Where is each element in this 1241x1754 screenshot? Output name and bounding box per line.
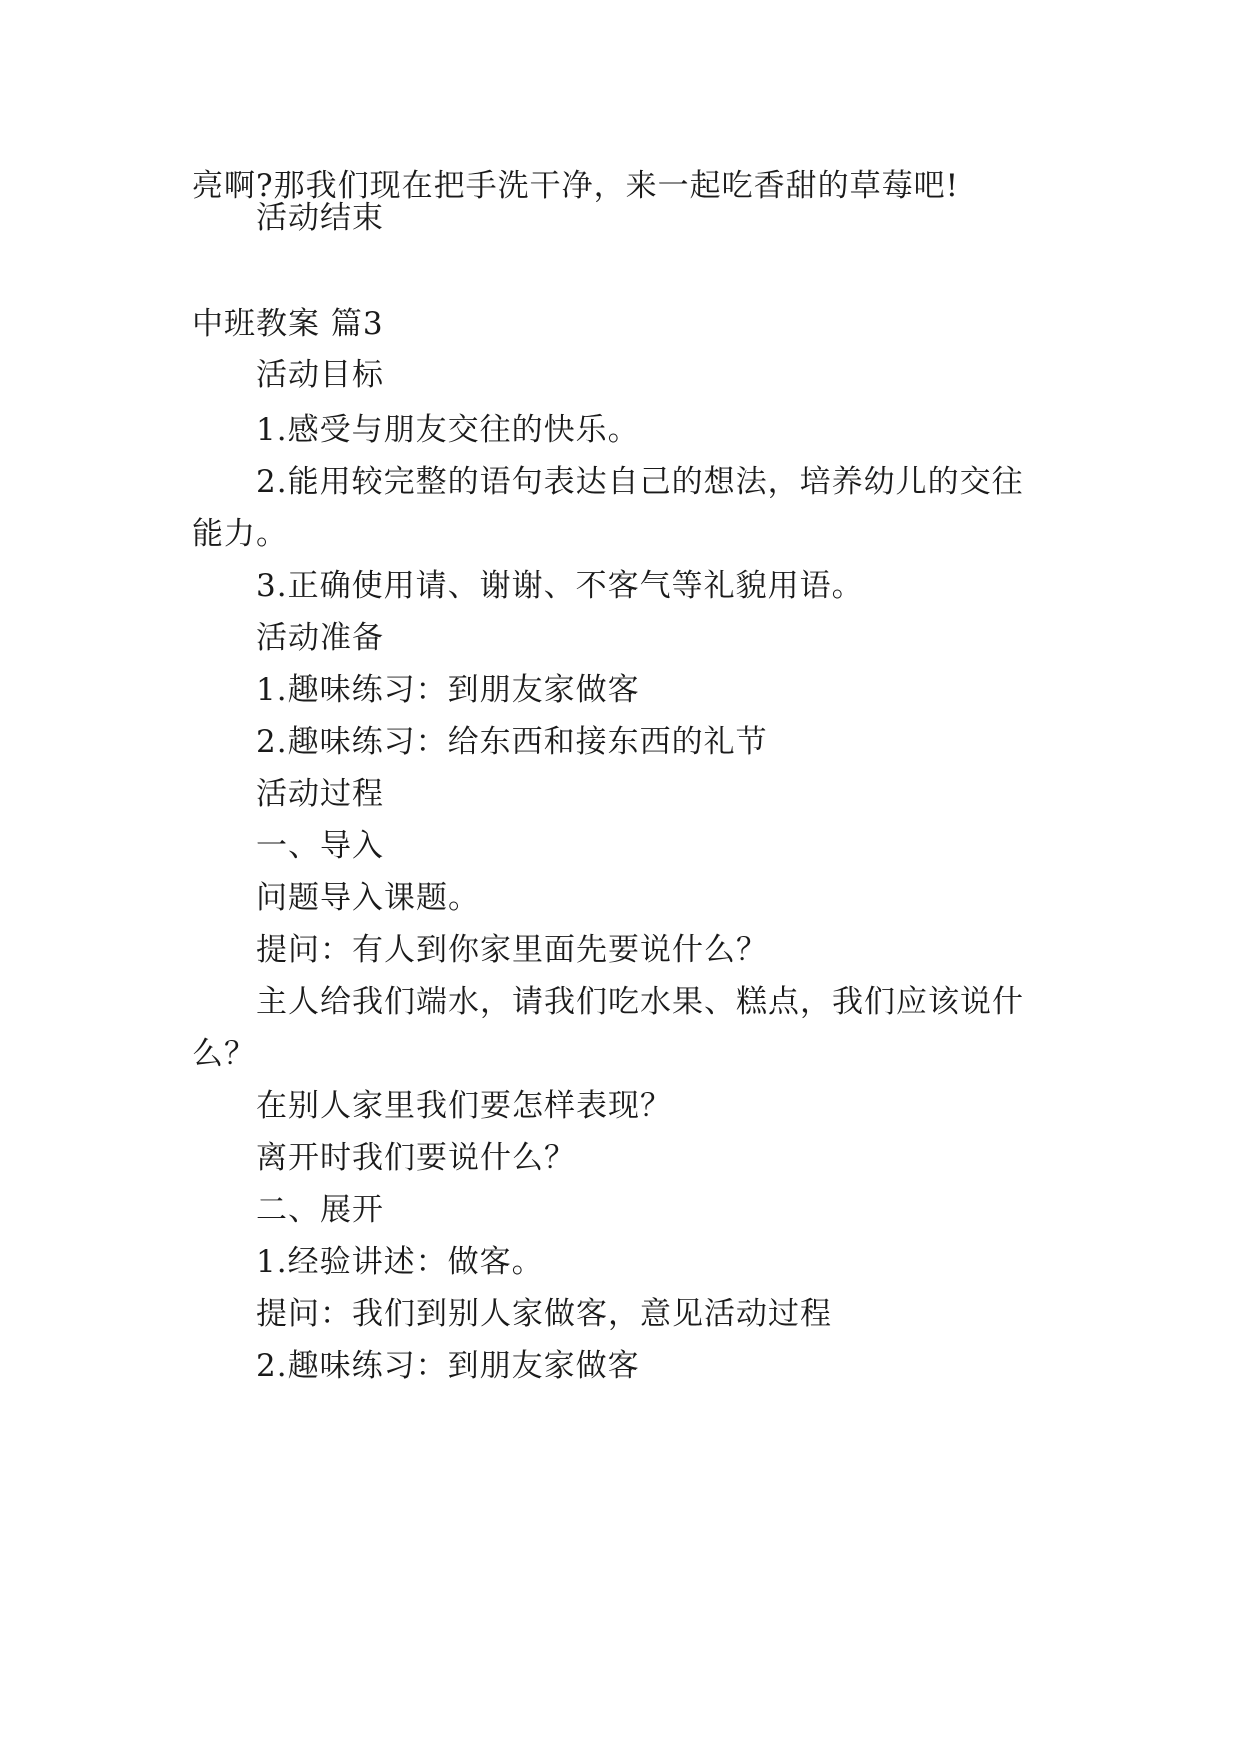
- list-item: 1.感受与朋友交往的快乐。: [256, 412, 640, 448]
- list-item: 1.经验讲述：做客。: [256, 1244, 544, 1280]
- subsection-heading: 一、导入: [256, 828, 384, 864]
- paragraph-line: 活动结束: [256, 200, 384, 236]
- paragraph-line: 亮啊?那我们现在把手洗干净，来一起吃香甜的草莓吧!: [192, 168, 960, 204]
- subsection-heading: 活动准备: [256, 620, 384, 656]
- paragraph-line: 离开时我们要说什么？: [256, 1140, 576, 1176]
- paragraph-line: 提问：我们到别人家做客，意见活动过程: [256, 1296, 832, 1332]
- list-item: 2.能用较完整的语句表达自己的想法，培养幼儿的交往: [256, 464, 1024, 500]
- list-item: 3.正确使用请、谢谢、不客气等礼貌用语。: [256, 568, 864, 604]
- paragraph-line: 主人给我们端水，请我们吃水果、糕点，我们应该说什: [256, 984, 1024, 1020]
- list-item: 2.趣味练习：到朋友家做客: [256, 1348, 640, 1384]
- subsection-heading: 活动目标: [256, 357, 384, 393]
- paragraph-line: 提问：有人到你家里面先要说什么？: [256, 932, 768, 968]
- subsection-heading: 活动过程: [256, 776, 384, 812]
- list-item: 1.趣味练习：到朋友家做客: [256, 672, 640, 708]
- subsection-heading: 二、展开: [256, 1192, 384, 1228]
- section-heading: 中班教案 篇3: [192, 306, 384, 342]
- paragraph-line: 么？: [192, 1036, 256, 1072]
- list-item: 2.趣味练习：给东西和接东西的礼节: [256, 724, 768, 760]
- paragraph-line: 问题导入课题。: [256, 880, 480, 916]
- paragraph-line: 能力。: [192, 516, 288, 552]
- paragraph-line: 在别人家里我们要怎样表现？: [256, 1088, 672, 1124]
